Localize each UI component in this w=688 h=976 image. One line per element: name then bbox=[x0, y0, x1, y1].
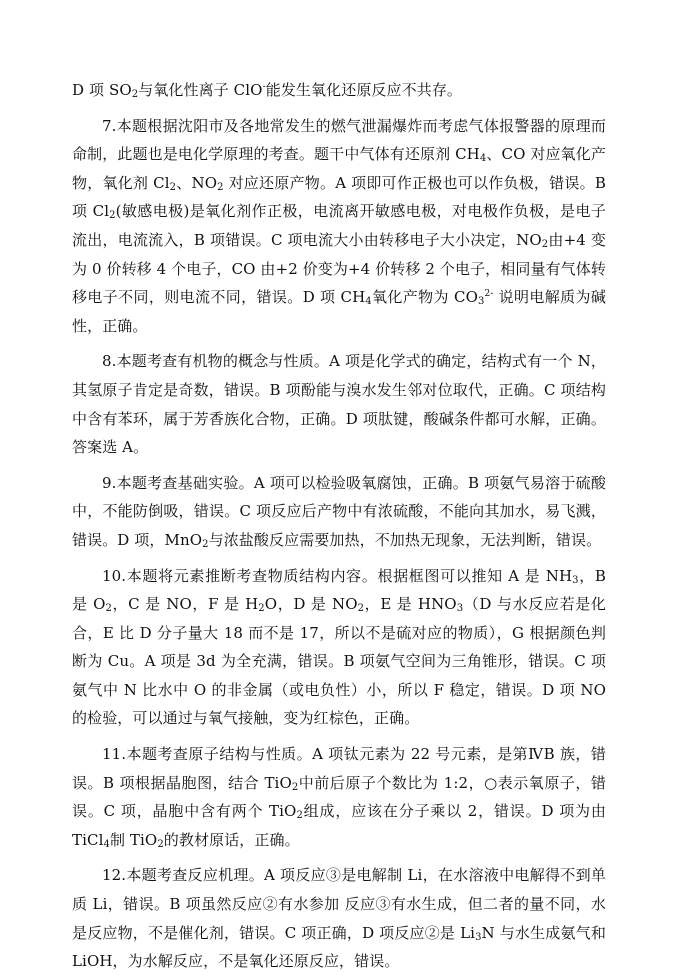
text-run: (敏感电极)是氧化剂作正极，电流离开敏感电极，对电极作负极，是电子流出，电流流入，B 项错误。C 项电流大小由转移电子大小决定，NO bbox=[72, 202, 606, 249]
subscript-text: 3 bbox=[475, 931, 482, 943]
subscript-text: 2 bbox=[131, 89, 139, 100]
paragraph-9 bbox=[72, 469, 606, 555]
text-run: 7.本题根据沈阳市及各地常发生的燃气泄漏爆炸而考虑气体报警器的原理而命制，此题也是电化学原理的考查。题干中气体有还原剂 CH bbox=[72, 116, 606, 164]
text-run: 与氧化性离子 ClO bbox=[138, 81, 263, 99]
text-run: 中前后原子个数比为 1:2，○表示氧原子，错误。C 项，晶胞中含有两个 TiO bbox=[72, 773, 606, 821]
text-run: 对应还原产物。A 项即可作正极也可以作负极，错误。B 项 Cl bbox=[72, 173, 606, 221]
paragraph-6-tail bbox=[72, 76, 606, 105]
text-run: ，B 是 O bbox=[72, 566, 606, 614]
text-run: 、NO bbox=[176, 173, 218, 192]
text-run: 组成，应该在分子乘以 2，错误。D 项为由 TiCl bbox=[72, 802, 606, 849]
subscript-text: 2 bbox=[258, 603, 265, 615]
subscript-text: 2 bbox=[202, 538, 209, 550]
subscript-text: 2 bbox=[357, 603, 365, 615]
text-run: 9.本题考查基础实验。A 项可以检验吸氧腐蚀，正确。B 项氨气易溶于硫酸中，不能防倒吸，错误。C 项反应后产物中有浓硫酸，不能向其加水，易飞溅，错误。D 项，MnO bbox=[72, 473, 606, 549]
subscript-text: 2 bbox=[291, 781, 299, 793]
text-run: 8.本题考查有机物的概念与性质。A 项是化学式的确定，结构式有一个 N，其氢原子肯定是奇数，错误。B 项酚能与溴水发生邻对位取代，正确。C 项结构中含有苯环，属于芳香族化合物，正确。D 项肽键，酸碱条件都可水解，正确。答案选 A。 bbox=[72, 352, 606, 457]
text-run: （D 与水反应若是化合，E 比 D 分子量大 18 而不是 17，所以不是硫对应的物质），G 根据颜色判断为 Cu。A 项是 3d 为全充满，错误。B 项氨气空间为三角锥形，错误。C 项氨气中 N 比水中 O 的非金属（或电负性）小，所以 F 稳定，错误。D 项 NO 的检验，可以通过与氧气接触，变为红棕色，正确。 bbox=[72, 595, 606, 728]
superscript-text: - bbox=[262, 82, 266, 92]
subscript-text: 4 bbox=[365, 296, 372, 308]
paragraph-7 bbox=[72, 112, 606, 341]
text-run: ，E 是 HNO bbox=[364, 595, 457, 614]
subscript-text: 2 bbox=[109, 210, 116, 222]
text-run: N 与水生成氨气和 LiOH，为水解反应，不是氧化还原反应，错误。 bbox=[72, 923, 606, 971]
subscript-text: 2 bbox=[296, 810, 303, 822]
subscript-text: 2 bbox=[541, 238, 549, 250]
superscript-text: 2- bbox=[484, 289, 494, 300]
paragraph-11 bbox=[72, 740, 606, 854]
subscript-text: 2 bbox=[157, 838, 164, 850]
text-run: 与浓盐酸反应需要加热，不加热无现象，无法判断，错误。 bbox=[208, 530, 602, 549]
subscript-text: 2 bbox=[217, 181, 224, 193]
subscript-text: 2 bbox=[105, 603, 112, 615]
text-run: 说明电解质为碱性，正确。 bbox=[72, 288, 606, 335]
subscript-text: 3 bbox=[478, 296, 485, 308]
text-run: 10.本题将元素推断考查物质结构内容。根据框图可以推知 A 是 NH bbox=[102, 566, 573, 585]
subscript-text: 3 bbox=[572, 574, 579, 586]
text-run: 氧化产物为 CO bbox=[371, 288, 479, 307]
text-run: ，C 是 NO，F 是 H bbox=[111, 595, 259, 614]
text-run: 12.本题考查反应机理。A 项反应③是电解制 Li，在水溶液中电解得不到单质 Li，错误。B 项虽然反应②有水参加 反应③有水生成，但二者的量不同，水是反应物，不是催化剂，错误。C 项正确，D 项反应②是 Li bbox=[72, 866, 606, 942]
text-run: D 项 SO bbox=[72, 81, 132, 99]
paragraph-12 bbox=[72, 861, 606, 975]
text-run: 的教材原话，正确。 bbox=[163, 830, 300, 849]
text-run: 制 TiO bbox=[109, 830, 158, 849]
subscript-text: 3 bbox=[456, 603, 464, 615]
subscript-text: 4 bbox=[103, 838, 110, 850]
text-run: O，D 是 NO bbox=[264, 595, 358, 614]
text-run: 由+4 变为 0 价转移 4 个电子，CO 由+2 价变为+4 价转移 2 个电子，相同量有气体转移电子不同，则电流不同，错误。D 项 CH bbox=[72, 230, 606, 307]
paragraph-10 bbox=[72, 562, 606, 734]
text-run: 11.本题考查原子结构与性质。A 项钛元素为 22 号元素，是第ⅣB 族，错误。B 项根据晶胞图，结合 TiO bbox=[72, 745, 606, 792]
text-run: 、CO 对应氧化产物，氧化剂 Cl bbox=[72, 145, 606, 192]
paragraph-8 bbox=[72, 347, 606, 461]
text-run: 能发生氧化还原反应不共存。 bbox=[265, 81, 463, 99]
subscript-text: 2 bbox=[169, 181, 177, 193]
subscript-text: 4 bbox=[479, 153, 487, 165]
